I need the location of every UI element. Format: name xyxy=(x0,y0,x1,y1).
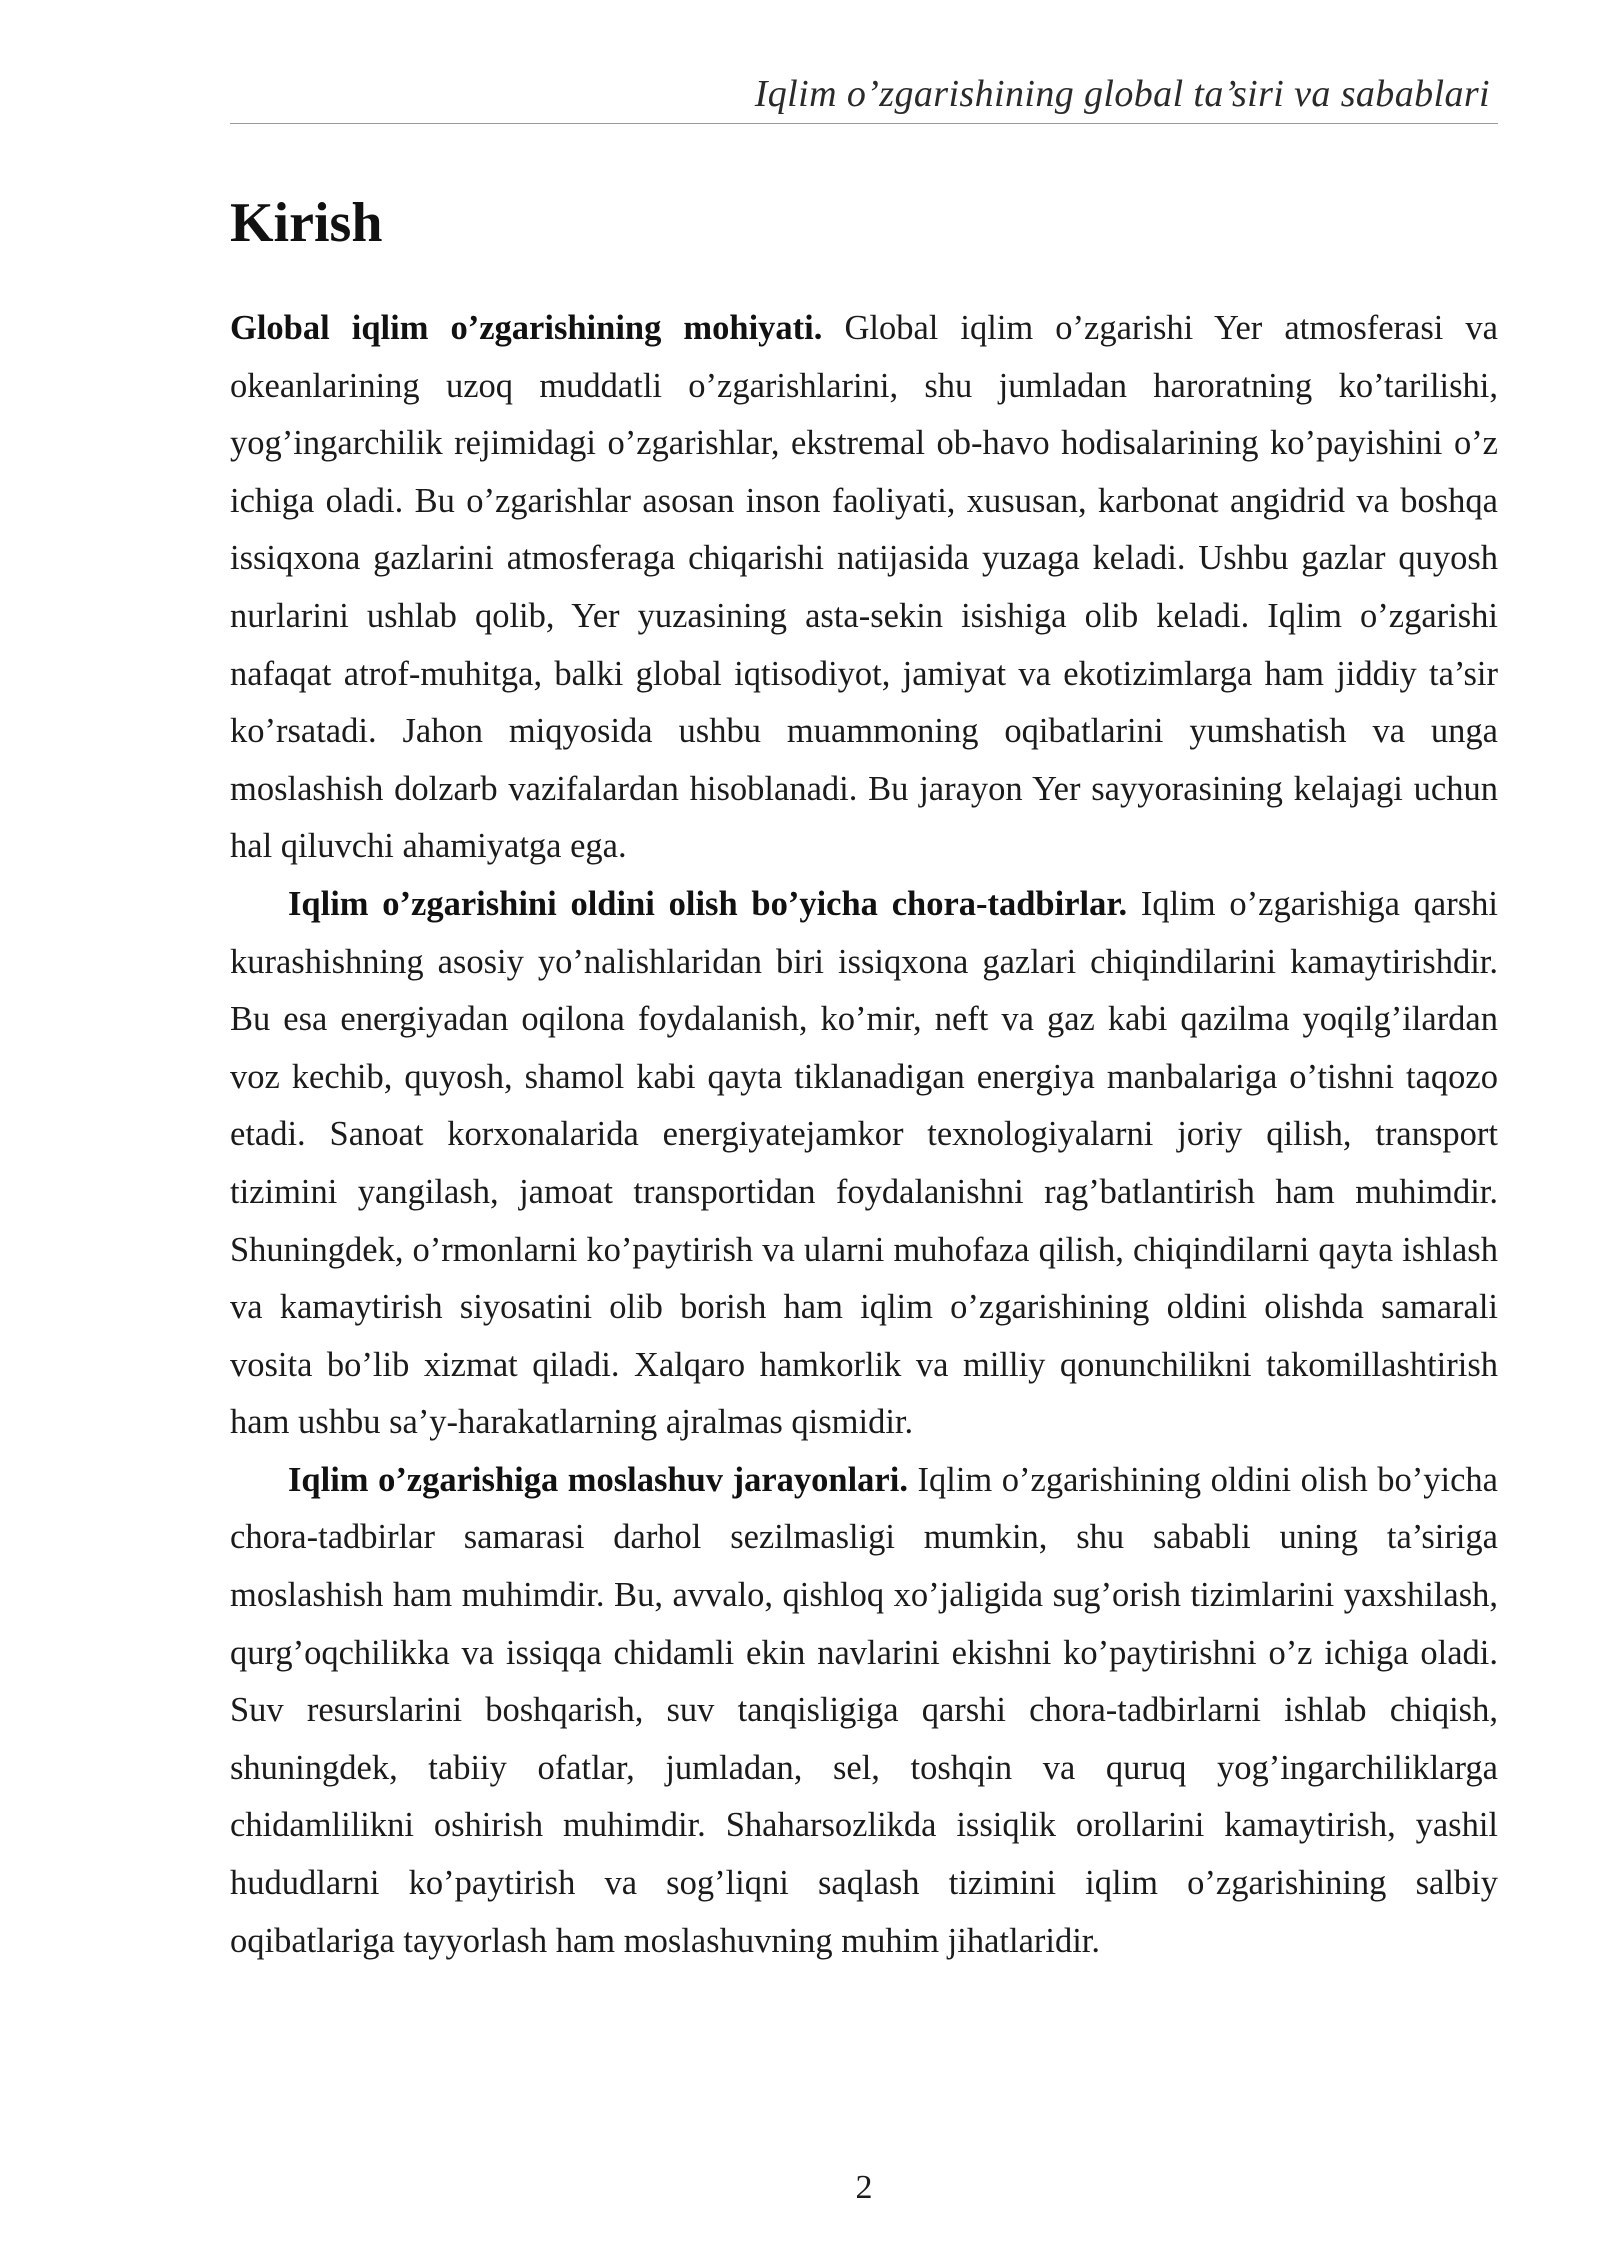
running-header-title: Iqlim o’zgarishining global ta’siri va sabablari xyxy=(754,73,1490,115)
paragraph-body: Iqlim o’zgarishiga qarshi kurashishning asosiy yo’nalishlaridan biri issiqxona gazlari chiqindilarini kamaytirishdir. Bu esa energiyadan oqilona foydalanish, ko’mir, neft va gaz kabi qazilma yoqilg’ilardan voz kechib, quyosh, shamol kabi qayta tiklanadigan energiya manbalariga o’tishni taqozo etadi. Sanoat korxonalarida energiyatejamkor texnologiyalarni joriy qilish, transport tizimini yangilash, jamoat transportidan foydalanishni rag’batlantirish ham muhimdir. Shuningdek, o’rmonlarni ko’paytirish va ularni muhofaza qilish, chiqindilarni qayta ishlash va kamaytirish siyosatini olib borish ham iqlim o’zgarishining oldini olishda samarali vosita bo’lib xizmat qiladi. Xalqaro hamkorlik va milliy qonunchilikni takomillashtirish ham ushbu sa’y-harakatlarning ajralmas qismidir. xyxy=(230,884,1498,1442)
paragraph-body: Global iqlim o’zgarishi Yer atmosferasi va okeanlarining uzoq muddatli o’zgarishlarini, shu jumladan haroratning ko’tarilishi, yog’ingarchilik rejimidagi o’zgarishlar, ekstremal ob-havo hodisalarining ko’payishini o’z ichiga oladi. Bu o’zgarishlar asosan inson faoliyati, xususan, karbonat angidrid va boshqa issiqxona gazlarini atmosferaga chiqarishi natijasida yuzaga keladi. Ushbu gazlar quyosh nurlarini ushlab qolib, Yer yuzasining asta-sekin isishiga olib keladi. Iqlim o’zgarishi nafaqat atrof-muhitga, balki global iqtisodiyot, jamiyat va ekotizimlarga ham jiddiy ta’sir ko’rsatadi. Jahon miqyosida ushbu muammoning oqibatlarini yumshatish va unga moslashish dolzarb vazifalardan hisoblanadi. Bu jarayon Yer sayyorasining kelajagi uchun hal qiluvchi ahamiyatga ega. xyxy=(230,309,1498,866)
paragraph-lead: Global iqlim o’zgarishining mohiyati. xyxy=(230,309,823,347)
paragraph-mohiyati xyxy=(230,300,1498,876)
section-title: Kirish xyxy=(230,192,383,254)
paragraph-chora-tadbirlar xyxy=(230,876,1498,1452)
body-text xyxy=(230,300,1498,1970)
paragraph-moslashuv xyxy=(230,1452,1498,1970)
paragraph-lead: Iqlim o’zgarishini oldini olish bo’yicha chora-tadbirlar. xyxy=(288,884,1128,923)
paragraph-body: Iqlim o’zgarishining oldini olish bo’yicha chora-tadbirlar samarasi darhol sezilmasligi mumkin, shu sababli uning ta’siriga moslashish ham muhimdir. Bu, avvalo, qishloq xo’jaligida sug’orish tizimlarini yaxshilash, qurg’oqchilikka va issiqqa chidamli ekin navlarini ekishni ko’paytirishni o’z ichiga oladi. Suv resurslarini boshqarish, suv tanqisligiga qarshi chora-tadbirlarni ishlab chiqish, shuningdek, tabiiy ofatlar, jumladan, sel, toshqin va quruq yog’ingarchiliklarga chidamlilikni oshirish muhimdir. Shaharsozlikda issiqlik orollarini kamaytirish, yashil hududlarni ko’paytirish va sog’liqni saqlash tizimini iqlim o’zgarishining salbiy oqibatlariga tayyorlash ham moslashuvning muhim jihatlaridir. xyxy=(230,1460,1498,1960)
running-header xyxy=(230,68,1498,124)
page-number: 2 xyxy=(855,2169,873,2206)
paragraph-lead: Iqlim o’zgarishiga moslashuv jarayonlari. xyxy=(288,1460,908,1499)
